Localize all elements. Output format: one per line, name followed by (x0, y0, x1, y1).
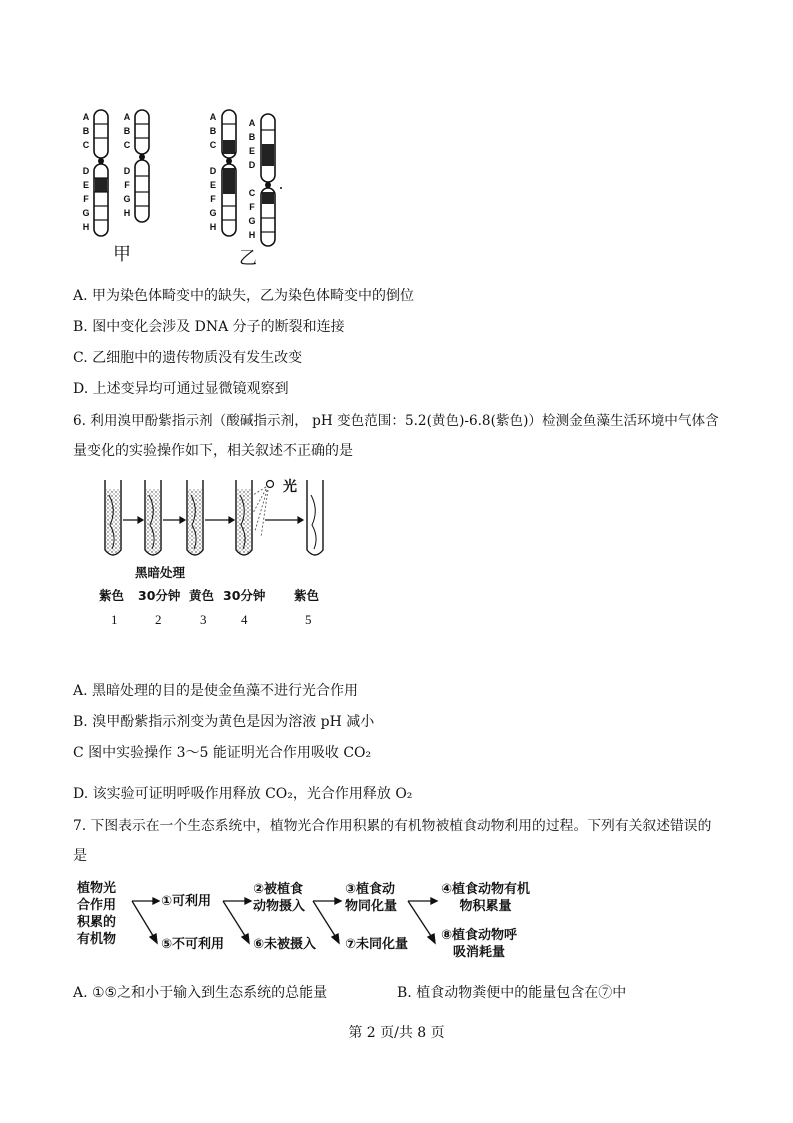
chromosome-diagram (75, 100, 305, 265)
q6-option-b: B. 溴甲酚紫指示剂变为黄色是因为溶液 pH 减小 (73, 714, 375, 730)
q7-option-a: A. ①⑤之和小于输入到生态系统的总能量 (73, 985, 328, 1001)
flow-node-7: ⑦未同化量 (345, 937, 409, 952)
step-label-3: 黄色 (189, 588, 215, 603)
flow-node-1: ①可利用 (161, 894, 212, 909)
q7-option-b: B. 植食动物粪便中的能量包含在⑦中 (397, 985, 627, 1001)
q5-option-b: B. 图中变化会涉及 DNA 分子的断裂和连接 (73, 319, 345, 335)
flow-node-5: ⑤不可利用 (161, 937, 225, 952)
q5-option-a: A. 甲为染色体畸变中的缺失，乙为染色体畸变中的倒位 (73, 288, 415, 304)
step-number-3: 3 (200, 612, 207, 627)
q6-option-c: C 图中实验操作 3～5 能证明光合作用吸收 CO₂ (73, 745, 372, 761)
label-jia: 甲 (113, 244, 131, 265)
flow-node-3: ③植食动 物同化量 (345, 882, 398, 914)
q6-option-a: A. 黑暗处理的目的是使金鱼藻不进行光合作用 (73, 683, 359, 699)
q6-stem-line2: 量变化的实验操作如下，相关叙述不正确的是 (73, 443, 353, 459)
chromosome-letters-yi-right: A B E D C F G H (248, 118, 256, 240)
chromosome-figure (75, 100, 305, 269)
step-label-2: 30分钟 (138, 588, 181, 603)
step-number-1: 1 (111, 612, 118, 627)
step-label-4: 30分钟 (223, 588, 266, 603)
q7-stem-line2: 是 (73, 848, 87, 864)
q5-option-d: D. 上述变异均可通过显微镜观察到 (73, 381, 289, 397)
test-tube-figure (95, 475, 355, 635)
q5-option-c: C. 乙细胞中的遗传物质没有发生改变 (73, 350, 303, 366)
flow-node-4: ④植食动物有机 物积累量 (441, 882, 531, 914)
q7-stem-line1: 7. 下图表示在一个生态系统中，植物光合作用积累的有机物被植食动物利用的过程。下列有关叙述错误的 (73, 818, 712, 834)
q6-option-d: D. 该实验可证明呼吸作用释放 CO₂，光合作用释放 O₂ (73, 786, 413, 802)
q6-stem-line1: 6. 利用溴甲酚紫指示剂（酸碱指示剂， pH 变色范围：5.2(黄色)-6.8(紫色)）检测金鱼藻生活环境中气体含 (73, 413, 719, 429)
step-number-5: 5 (305, 612, 312, 627)
label-yi: 乙 (239, 248, 257, 269)
step-number-4: 4 (241, 612, 248, 627)
chromosome-letters-jia-right: A B C D F G H (123, 112, 131, 218)
flow-node-2: ②被植食 动物摄入 (253, 882, 306, 914)
energy-flow-diagram (75, 875, 555, 965)
chromosome-letters-yi-left: A B C D E F G H (209, 112, 217, 232)
flow-node-8: ⑧植食动物呼 吸消耗量 (441, 928, 518, 960)
test-tubes-diagram (95, 475, 355, 565)
light-label: 光 (283, 479, 297, 495)
dark-treatment-label: 黑暗处理 (135, 565, 186, 580)
chromosome-letters-jia-left: A B C D E F G H (82, 112, 90, 232)
step-label-1: 紫色 (99, 588, 125, 603)
step-label-5: 紫色 (294, 588, 320, 603)
step-number-2: 2 (155, 612, 162, 627)
flow-source: 植物光 合作用 积累的 有机物 (77, 881, 117, 947)
page-footer: 第 2 页/共 8 页 (348, 1025, 445, 1041)
flow-node-6: ⑥未被摄入 (253, 937, 317, 952)
